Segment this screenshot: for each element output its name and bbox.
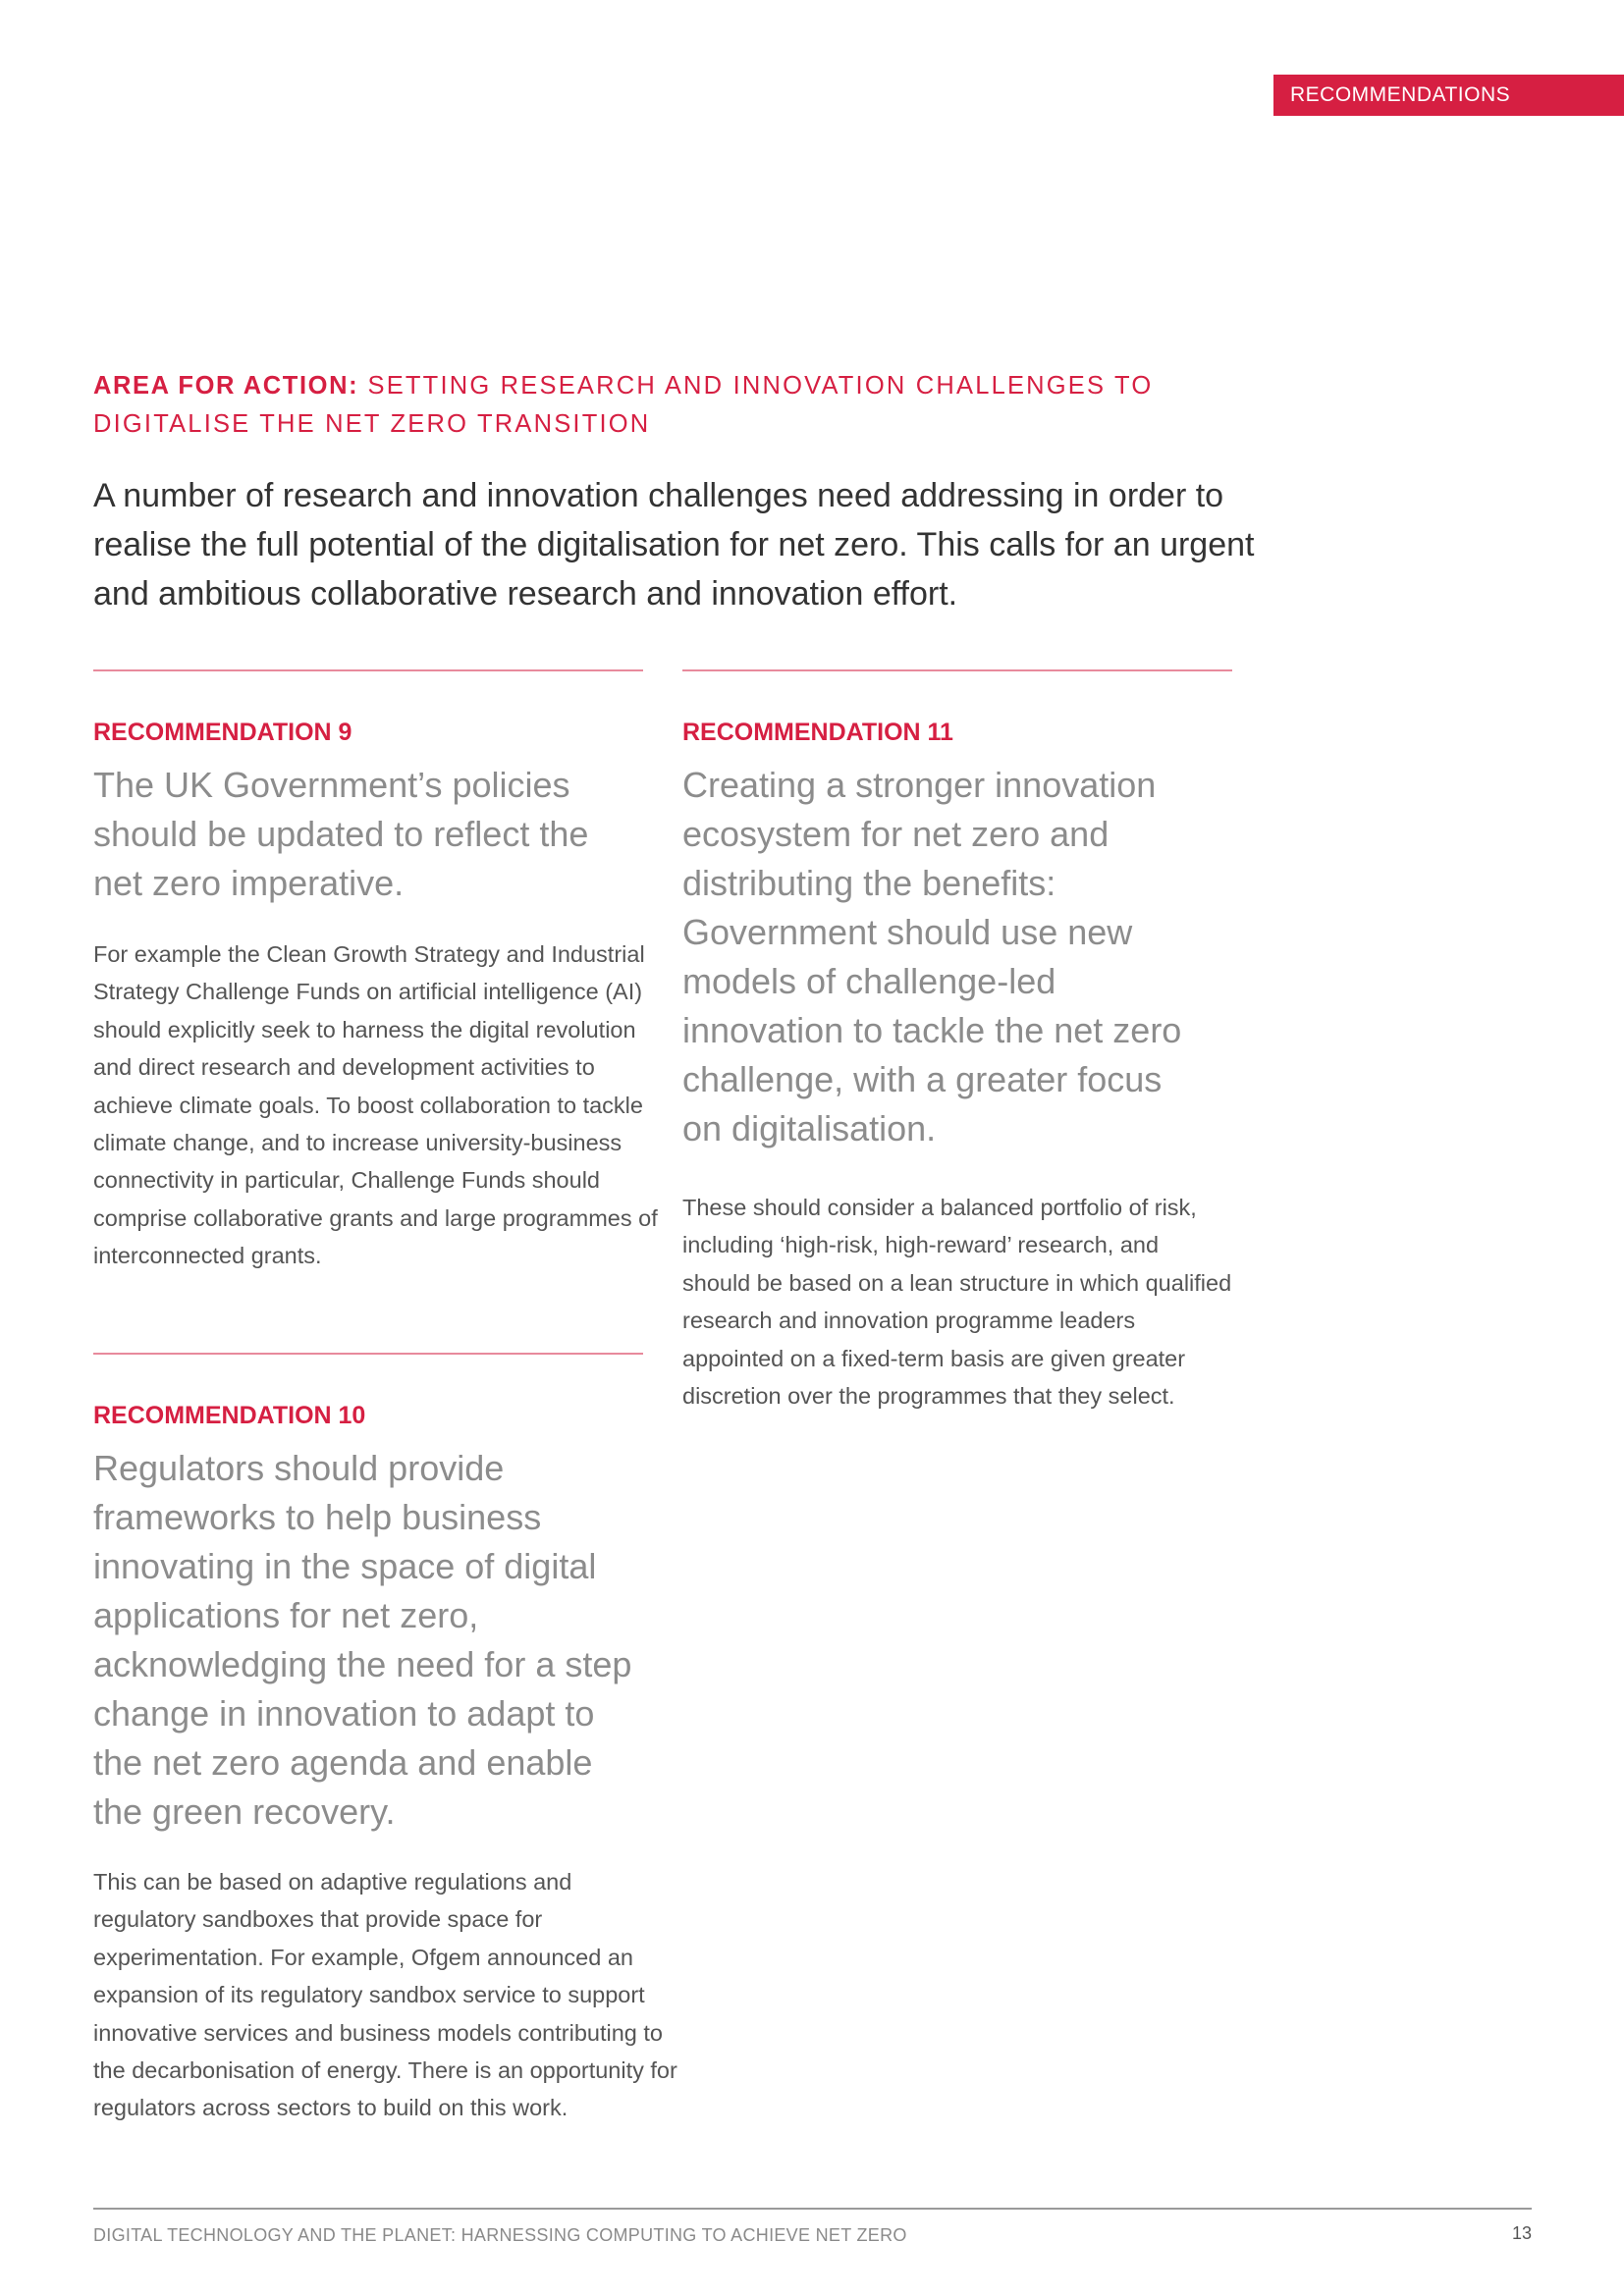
footer-title: DIGITAL TECHNOLOGY AND THE PLANET: HARNESSING COMPUTING TO ACHIEVE NET ZERO — [93, 2225, 907, 2245]
section-tab: RECOMMENDATIONS — [1273, 75, 1624, 116]
rec11-label: RECOMMENDATION 11 — [682, 719, 953, 746]
divider-rec10 — [93, 1353, 643, 1355]
divider-rec11 — [682, 669, 1232, 671]
area-label: AREA FOR ACTION: — [93, 372, 359, 400]
rec11-heading: Creating a stronger innovation ecosystem for net zero and distributing the benefits: Government should use new models of challenge-led innovation to tackle the net zero challenge, with a greater focus on digitalisation. — [682, 765, 1182, 1148]
rec9-heading: The UK Government’s policies should be updated to reflect the net zero imperative. — [93, 765, 589, 903]
area-for-action-heading — [93, 367, 1154, 444]
intro-paragraph: A number of research and innovation challenges need addressing in order to realise the full potential of the digitalisation for net zero. This calls for an urgent and ambitious collaborative research and innovation effort. — [93, 477, 1255, 613]
page-number: 13 — [1511, 2223, 1532, 2243]
rec9-label: RECOMMENDATION 9 — [93, 719, 352, 746]
divider-rec9 — [93, 669, 643, 671]
area-title: SETTING RESEARCH AND INNOVATION CHALLENGES TO DIGITALISE THE NET ZERO TRANSITION — [93, 372, 1154, 438]
rec10-heading: Regulators should provide frameworks to help business innovating in the space of digital applications for net zero, acknowledging the need for a step change in innovation to adapt to the net zero agenda and enable the green recovery. — [93, 1448, 632, 1832]
footer-divider — [93, 2208, 1532, 2210]
rec11-body: These should consider a balanced portfolio of risk, including ‘high-risk, high-reward’ research, and should be based on a lean structure in which qualified research and innovation programme leaders appointed on a fixed-term basis are given greater discretion over the programmes that they select. — [682, 1195, 1232, 1410]
rec10-body: This can be based on adaptive regulations and regulatory sandboxes that provide space for experimentation. For example, Ofgem announced an expansion of its regulatory sandbox service to support innovative services and business models contributing to the decarbonisation of energy. There is an opportunity for regulators across sectors to build on this work. — [93, 1869, 677, 2121]
rec9-body: For example the Clean Growth Strategy and Industrial Strategy Challenge Funds on artificial intelligence (AI) should explicitly seek to harness the digital revolution and direct research and development activities to achieve climate goals. To boost collaboration to tackle climate change, and to increase university-business connectivity in particular, Challenge Funds should comprise collaborative grants and large programmes of interconnected grants. — [93, 941, 658, 1269]
rec10-label: RECOMMENDATION 10 — [93, 1402, 366, 1429]
